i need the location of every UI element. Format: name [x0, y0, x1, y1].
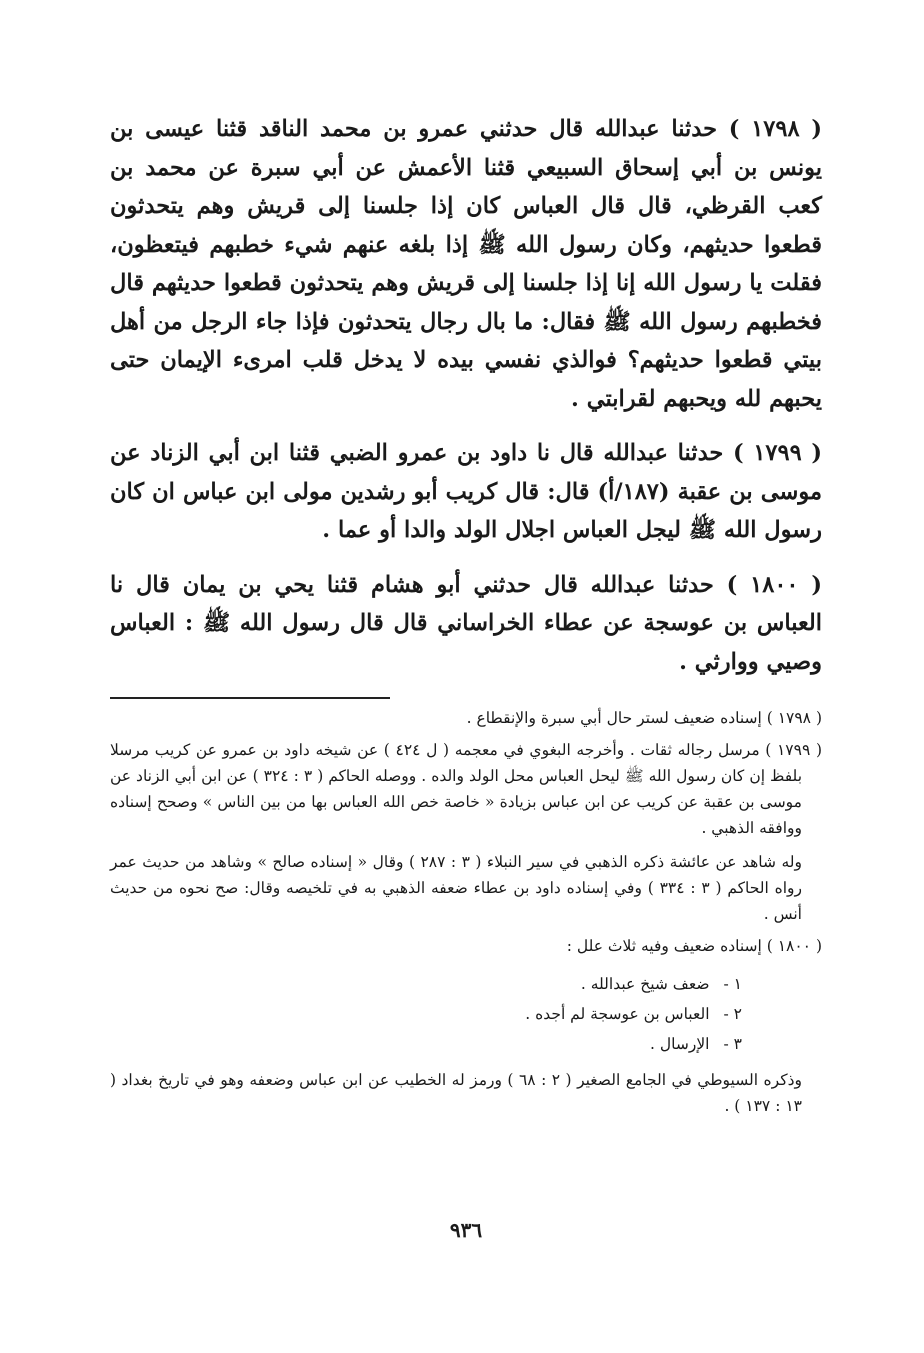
- footnote-divider: [110, 697, 390, 699]
- hadith-1799: [110, 434, 822, 550]
- page-number: ٩٣٦: [449, 1218, 483, 1242]
- list-item-number: ٣ -: [723, 1035, 742, 1053]
- list-item-number: ٢ -: [723, 1005, 742, 1023]
- list-item-text: الإرسال .: [650, 1035, 710, 1053]
- list-item: [110, 1029, 742, 1059]
- footnote-1800-suyuti: وذكره السيوطي في الجامع الصغير ( ٢ : ٦٨ ) ورمز له الخطيب عن ابن عباس وضعفه وهو في تاريخ بغداد ( ١٣ : ١٣٧ ) .: [110, 1071, 802, 1115]
- footnote-1799-witness: وله شاهد عن عائشة ذكره الذهبي في سير النبلاء ( ٣ : ٢٨٧ ) وقال « إسناده صالح » وشاهد من حديث عمر رواه الحاكم ( ٣ : ٣٣٤ ) وفي إسناده داود بن عطاء ضعفه الذهبي به في تلخيصه وقال: صح نحوه من حديث أنس .: [110, 853, 802, 923]
- hadith-number: ( ١٧٩٩ ): [732, 440, 823, 466]
- list-item: [110, 999, 742, 1029]
- footnote-1800: ( ١٨٠٠ ) إسناده ضعيف وفيه ثلاث علل :: [566, 937, 822, 955]
- hadith-1798: [110, 110, 822, 418]
- list-item-text: ضعف شيخ عبدالله .: [580, 975, 710, 993]
- hadith-1800: [110, 566, 822, 682]
- hadith-text: حدثنا عبدالله قال حدثني عمرو بن محمد الناقد قثنا عيسى بن يونس بن أبي إسحاق السبيعي قثنا الأعمش عن أبي سبرة عن محمد بن كعب القرظي، قال قال العباس كان إذا جلسنا إلى قريش وهم يتحدثون قطعوا حديثهم، وكان رسول الله ﷺ إذا بلغه عنهم شيء خطبهم فيتعظون، فقلت يا رسول الله إنا إذا جلسنا إلى قريش وهم يتحدثون قطعوا حديثهم قال فخطبهم رسول الله ﷺ فقال: ما بال رجال يتحدثون فإذا جاء الرجل من أهل بيتي قطعوا حديثهم؟ فوالذي نفسي بيده لا يدخل قلب امرىء الإيمان حتى يحبهم لله ويحبهم لقرابتي .: [110, 116, 822, 412]
- footnote-1799: ( ١٧٩٩ ) مرسل رجاله ثقات . وأخرجه البغوي في معجمه ( ل ٤٢٤ ) عن شيخه داود بن عمرو عن كريب مرسلا بلفظ إن كان رسول الله ﷺ ليحل العباس محل الولد والده . ووصله الحاكم ( ٣ : ٣٢٤ ) عن ابن أبي الزناد عن موسى بن عقبة عن كريب عن ابن عباس بزيادة « خاصة خص الله العباس بها من بين الناس » وصحح إسناده ووافقه الذهبي .: [110, 741, 822, 837]
- list-item-number: ١ -: [723, 975, 742, 993]
- footnote-1798: ( ١٧٩٨ ) إسناده ضعيف لستر حال أبي سبرة والإنقطاع .: [466, 709, 822, 727]
- list-item: [110, 969, 742, 999]
- hadith-text: حدثنا عبدالله قال نا داود بن عمرو الضبي قثنا ابن أبي الزناد عن موسى بن عقبة (١٨٧/أ) قال: قال كريب أبو رشدين مولى ابن عباس ان كان رسول الله ﷺ ليجل العباس اجلال الولد والدا أو عما .: [110, 440, 822, 543]
- list-item-text: العباس بن عوسجة لم أجده .: [525, 1005, 710, 1023]
- footnote-1800-list: [110, 969, 822, 1059]
- hadith-number: ( ١٧٩٨ ): [728, 116, 822, 142]
- book-page: [110, 110, 822, 1290]
- hadith-text: حدثنا عبدالله قال حدثني أبو هشام قثنا يحي بن يمان قال نا العباس بن عوسجة عن عطاء الخراساني قال قال رسول الله ﷺ : العباس وصيي ووارثي .: [110, 571, 822, 675]
- hadith-number: ( ١٨٠٠ ): [726, 571, 822, 598]
